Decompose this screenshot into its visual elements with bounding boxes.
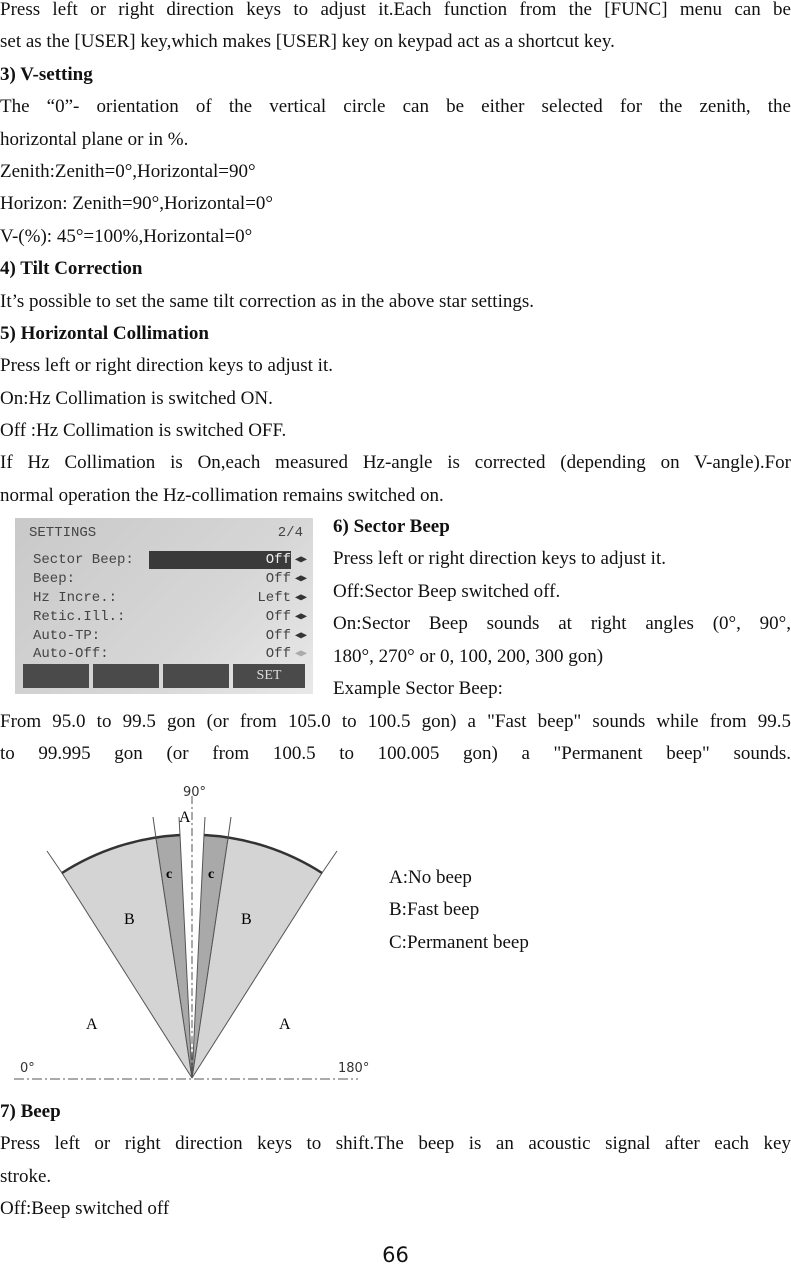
left-right-arrow-icon: ◀▶ [294,649,307,660]
top-text [0,0,791,512]
boundary-line [204,817,205,835]
boundary-line [228,817,231,838]
text-line: stroke. [0,1165,52,1187]
lcd-row-value: Off [265,646,291,662]
label-a-left: A [86,1016,98,1033]
lcd-row-label: Auto-TP: [33,628,101,644]
text-line: The “0”- orientation of the vertical circle can be either selected for the zenith, the [0,96,791,118]
lcd-row-label: Beep: [33,571,76,587]
lcd-row-value: Off [265,609,291,625]
lcd-page: 2/4 [277,525,303,541]
label-90: 90° [183,785,207,800]
softkey-1 [23,664,89,688]
text-line: On:Sector Beep sounds at right angles (0°, 90°, [333,613,791,635]
lcd-row-value: Off [265,628,291,644]
left-right-arrow-icon: ◀▶ [294,631,307,642]
heading-sector-beep: 6) Sector Beep [333,516,450,537]
lcd-row [33,589,307,608]
label-b-right: B [241,911,252,928]
label-0: 0° [20,1061,35,1076]
label-c-right: c [208,867,215,882]
text-line: It’s possible to set the same tilt correction as in the above star settings. [0,290,534,312]
sector-beep-text [333,511,791,705]
label-180: 180° [338,1061,370,1076]
legend-item: B:Fast beep [389,899,480,921]
text-line: Off :Hz Collimation is switched OFF. [0,420,287,442]
page-number: 66 [382,1243,409,1267]
text-line: On:Hz Collimation is switched ON. [0,387,273,409]
legend-item: A:No beep [389,867,472,888]
lcd-row-label: Auto-Off: [33,646,109,662]
lcd-row [33,570,307,589]
text-line: Press left or right direction keys to adjust it.Each function from the [FUNC] menu can be [0,0,791,20]
lcd-title: SETTINGS [29,525,97,541]
text-line: horizontal plane or in %. [0,128,189,150]
label-c-left: c [166,867,173,882]
heading-beep: 7) Beep [0,1101,61,1122]
text-line: set as the [USER] key,which makes [USER] key on keypad act as a shortcut key. [0,31,615,53]
text-line: V-(%): 45°=100%,Horizontal=0° [0,225,253,247]
left-right-arrow-icon: ◀▶ [294,593,307,604]
sector-beep-diagram [0,775,380,1090]
left-right-arrow-icon: ◀▶ [294,555,307,566]
left-right-arrow-icon: ◀▶ [294,574,307,585]
diagram-legend [389,862,529,959]
boundary-line [322,851,337,873]
legend-item: C:Permanent beep [389,931,529,953]
heading-tilt-correction: 4) Tilt Correction [0,258,143,280]
softkey-set: SET [233,664,305,688]
text-line: 180°, 270° or 0, 100, 200, 300 gon) [333,645,604,667]
lcd-row-label: Retic.Ill.: [33,609,126,625]
heading-horizontal-collimation: 5) Horizontal Collimation [0,322,209,344]
text-line: Press left or right direction keys to shift.The beep is an acoustic signal after each key [0,1133,791,1155]
lcd-row [33,627,307,646]
boundary-line [153,817,156,838]
text-line: Zenith:Zenith=0°,Horizontal=90° [0,160,256,182]
softkey-2 [93,664,159,688]
text-line: Horizon: Zenith=90°,Horizontal=0° [0,193,274,215]
label-a-top: A [179,809,191,826]
text-line: Off:Sector Beep switched off. [333,580,561,602]
text-line: Press left or right direction keys to adjust it. [0,355,333,377]
text-line: Example Sector Beep: [333,677,503,699]
lcd-row-value: Off [265,571,291,587]
settings-screen-photo [15,518,313,694]
text-line: From 95.0 to 99.5 gon (or from 105.0 to 100.5 gon) a "Fast beep" sounds while from 99.5 [0,711,791,732]
lcd-row-value: Left [257,590,291,606]
lcd-row [33,551,307,570]
text-line: normal operation the Hz-collimation remains switched on. [0,484,444,506]
example-text [0,706,791,771]
text-line: to 99.995 gon (or from 100.5 to 100.005 gon) a "Permanent beep" sounds. [0,743,791,765]
heading-v-setting: 3) V-setting [0,63,93,85]
text-line: Off:Beep switched off [0,1198,170,1220]
text-line: Press left or right direction keys to adjust it. [333,548,666,570]
lcd-row-label: Hz Incre.: [33,590,118,606]
lcd-row [33,608,307,627]
label-b-left: B [124,911,135,928]
lcd-row-label: Sector Beep: [33,552,134,568]
beep-text [0,1096,791,1226]
label-a-right: A [279,1016,291,1033]
lcd-row-value: Off [265,552,291,568]
lcd-row [33,645,307,664]
lcd-header [29,524,303,543]
softkey-3 [163,664,229,688]
text-line: If Hz Collimation is On,each measured Hz-angle is corrected (depending on V-angle).For [0,452,791,474]
left-right-arrow-icon: ◀▶ [294,612,307,623]
boundary-line [47,851,62,873]
